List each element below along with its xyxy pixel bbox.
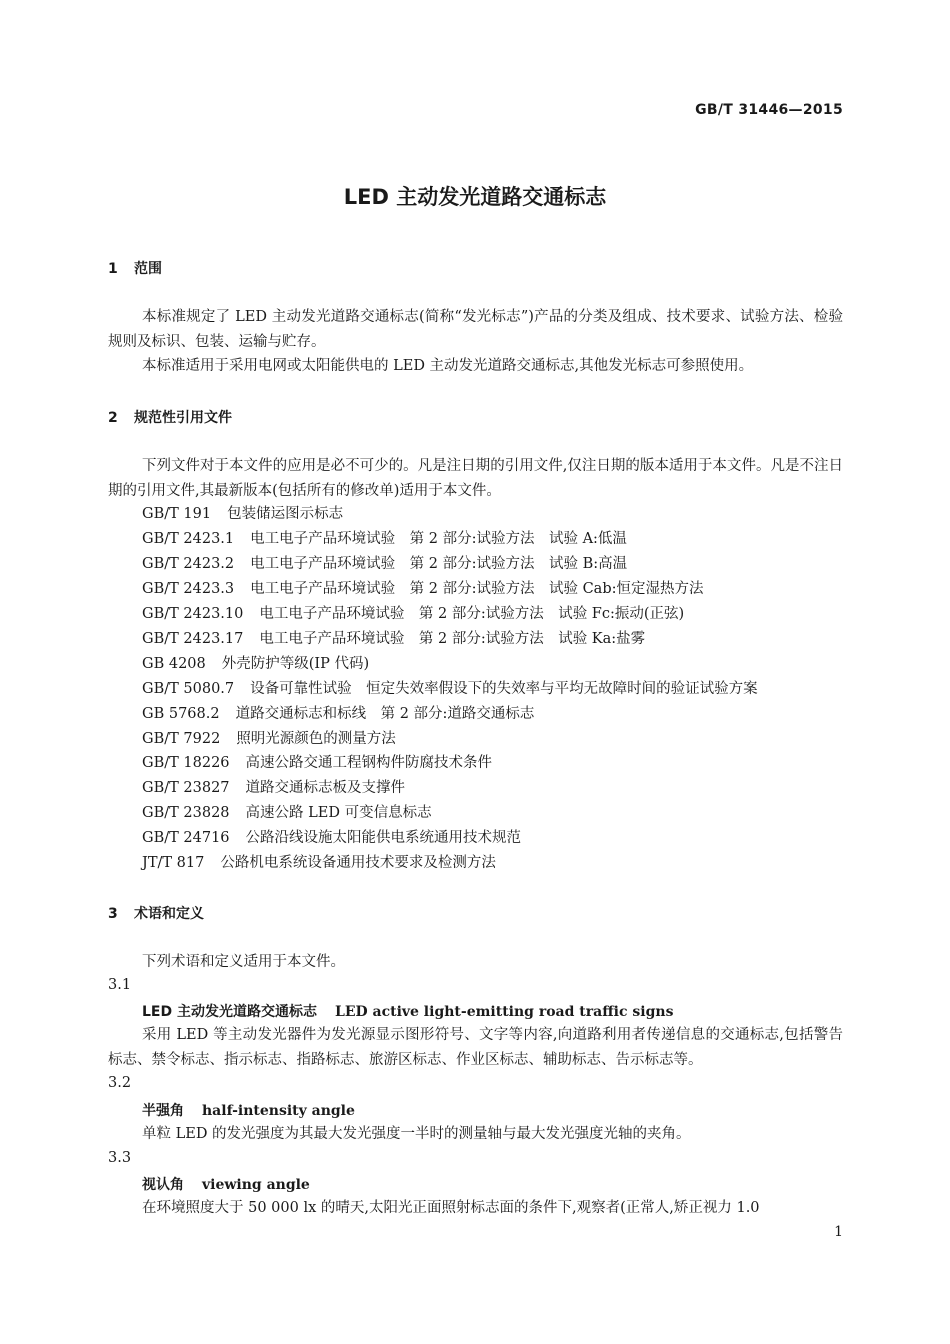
term-definition: 采用 LED 等主动发光器件为发光源显示图形符号、文字等内容,向道路利用者传递信息的交通标志,包括警告标志、禁令标志、指示标志、指路标志、旅游区标志、作业区标志、辅助标志、告示标志等。	[108, 1027, 843, 1068]
paragraph: 下列术语和定义适用于本文件。	[142, 954, 345, 970]
section-1-heading	[108, 258, 162, 278]
reference-item	[142, 826, 521, 850]
reference-code: GB/T 191	[142, 506, 212, 522]
section-number: 2	[108, 410, 118, 426]
reference-code: GB/T 2423.1	[142, 531, 235, 547]
reference-item	[142, 577, 703, 601]
reference-item	[142, 851, 496, 875]
reference-item	[142, 552, 627, 576]
reference-code: GB/T 2423.17	[142, 631, 244, 647]
reference-item	[142, 602, 684, 626]
reference-code: GB/T 2423.2	[142, 556, 235, 572]
reference-item	[142, 527, 627, 551]
reference-title: 电工电子产品环境试验 第 2 部分:试验方法 试验 Fc:振动(正弦)	[259, 606, 685, 622]
reference-title: 公路沿线设施太阳能供电系统通用技术规范	[245, 830, 522, 846]
term-en: LED active light-emitting road traffic signs	[334, 1004, 674, 1020]
standard-code: GB/T 31446—2015	[695, 102, 843, 118]
reference-item	[142, 776, 405, 800]
term-number: 3.1	[108, 977, 132, 993]
reference-item	[142, 502, 343, 526]
reference-code: JT/T 817	[142, 855, 205, 871]
page-number: 1	[834, 1224, 843, 1240]
reference-code: GB/T 5080.7	[142, 681, 235, 697]
reference-title: 电工电子产品环境试验 第 2 部分:试验方法 试验 Ka:盐雾	[259, 631, 646, 647]
reference-item	[142, 652, 369, 676]
reference-code: GB/T 2423.3	[142, 581, 235, 597]
reference-title: 照明光源颜色的测量方法	[236, 731, 396, 747]
term-zh: 视认角	[142, 1177, 184, 1193]
section-title: 规范性引用文件	[134, 410, 232, 426]
section-number: 3	[108, 906, 118, 922]
reference-title: 包装储运图示标志	[227, 506, 344, 522]
reference-code: GB/T 23828	[142, 805, 230, 821]
term-definition: 在环境照度大于 50 000 lx 的晴天,太阳光正面照射标志面的条件下,观察者(正常人,矫正视力 1.0	[142, 1200, 760, 1216]
reference-title: 道路交通标志板及支撑件	[245, 780, 406, 796]
reference-item	[142, 677, 758, 701]
reference-title: 公路机电系统设备通用技术要求及检测方法	[220, 855, 496, 871]
term-number: 3.3	[108, 1150, 132, 1166]
paragraph: 下列文件对于本文件的应用是必不可少的。凡是注日期的引用文件,仅注日期的版本适用于本文件。凡是不注日期的引用文件,其最新版本(包括所有的修改单)适用于本文件。	[108, 458, 843, 499]
term-definition: 单粒 LED 的发光强度为其最大发光强度一半时的测量轴与最大发光强度光轴的夹角。	[142, 1126, 691, 1142]
document-title: LED 主动发光道路交通标志	[343, 185, 607, 209]
reference-title: 设备可靠性试验 恒定失效率假设下的失效率与平均无故障时间的验证试验方案	[250, 681, 758, 697]
reference-code: GB/T 24716	[142, 830, 230, 846]
section-title: 术语和定义	[134, 906, 204, 922]
section-title: 范围	[134, 261, 162, 277]
section-2-heading	[108, 407, 232, 427]
paragraph: 本标准规定了 LED 主动发光道路交通标志(简称“发光标志”)产品的分类及组成、技术要求、试验方法、检验规则及标识、包装、运输与贮存。	[108, 309, 843, 350]
term-zh: LED 主动发光道路交通标志	[142, 1004, 317, 1020]
reference-item	[142, 627, 645, 651]
paragraph: 本标准适用于采用电网或太阳能供电的 LED 主动发光道路交通标志,其他发光标志可参照使用。	[142, 358, 754, 374]
reference-title: 高速公路 LED 可变信息标志	[245, 805, 432, 821]
reference-item	[142, 751, 492, 775]
reference-item	[142, 801, 432, 825]
reference-code: GB/T 2423.10	[142, 606, 244, 622]
term-en: viewing angle	[202, 1177, 310, 1193]
reference-item	[142, 727, 396, 751]
reference-code: GB/T 18226	[142, 755, 230, 771]
section-number: 1	[108, 261, 118, 277]
reference-title: 电工电子产品环境试验 第 2 部分:试验方法 试验 Cab:恒定湿热方法	[250, 581, 704, 597]
reference-title: 电工电子产品环境试验 第 2 部分:试验方法 试验 B:高温	[250, 556, 628, 572]
reference-code: GB 4208	[142, 656, 206, 672]
term-zh: 半强角	[142, 1103, 184, 1119]
reference-title: 电工电子产品环境试验 第 2 部分:试验方法 试验 A:低温	[250, 531, 627, 547]
reference-title: 道路交通标志和标线 第 2 部分:道路交通标志	[235, 706, 535, 722]
reference-title: 外壳防护等级(IP 代码)	[221, 656, 370, 672]
term-number: 3.2	[108, 1075, 132, 1091]
reference-item	[142, 702, 534, 726]
term-heading	[142, 1001, 673, 1021]
reference-code: GB/T 7922	[142, 731, 221, 747]
term-en: half-intensity angle	[202, 1103, 355, 1119]
reference-title: 高速公路交通工程钢构件防腐技术条件	[245, 755, 493, 771]
term-heading	[142, 1174, 310, 1194]
section-3-heading	[108, 903, 204, 923]
reference-code: GB/T 23827	[142, 780, 230, 796]
term-heading	[142, 1100, 355, 1120]
reference-code: GB 5768.2	[142, 706, 220, 722]
